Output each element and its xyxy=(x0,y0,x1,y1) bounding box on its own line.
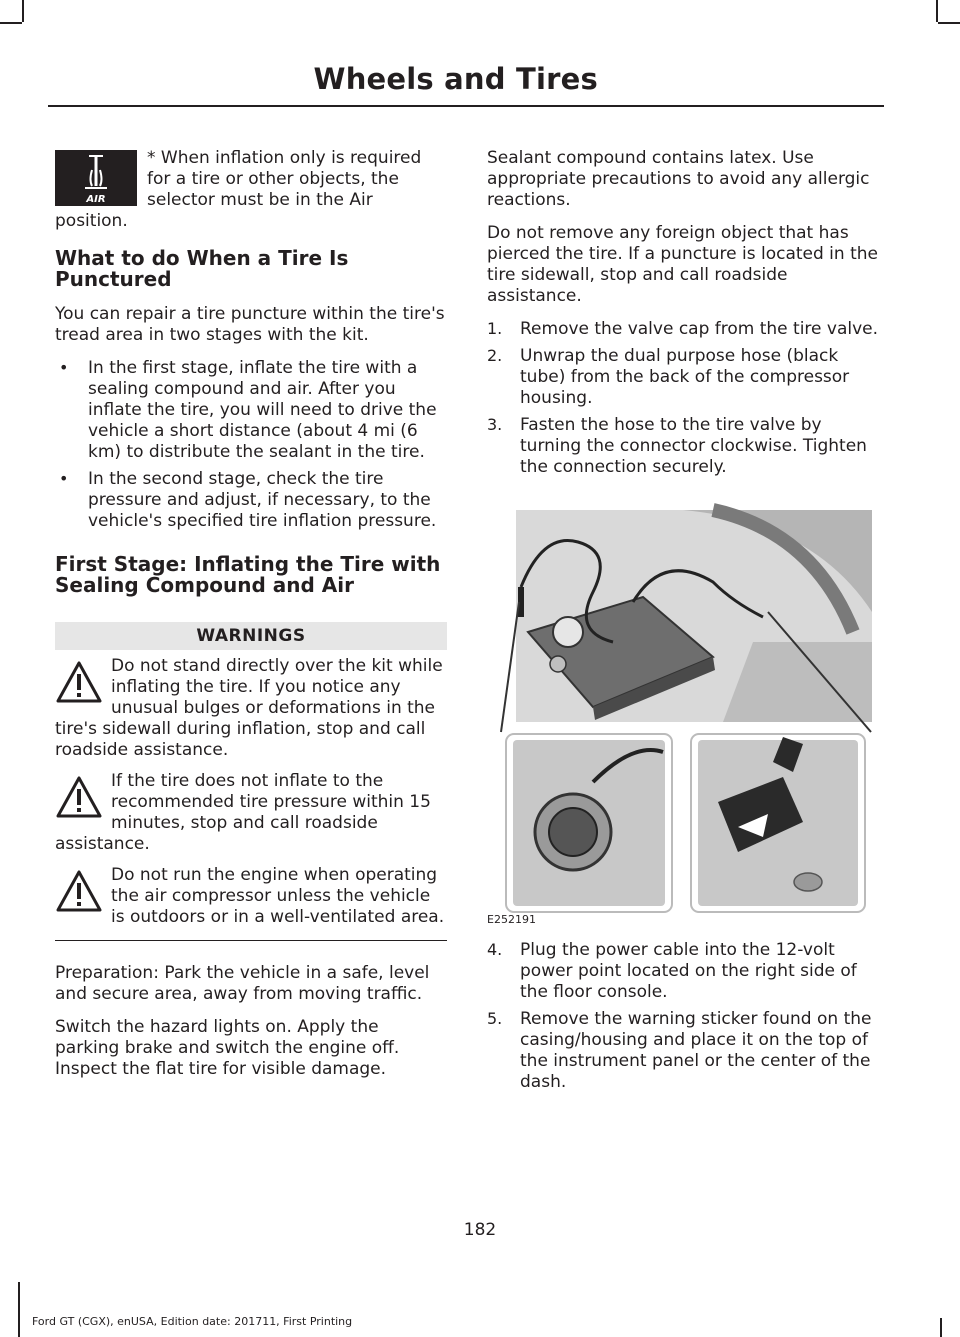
footer-edition: Ford GT (CGX), enUSA, Edition date: 201711, First Printing xyxy=(32,1315,353,1328)
step-number: 5. xyxy=(487,1009,503,1028)
step-item xyxy=(487,346,880,409)
step-item xyxy=(487,1009,880,1093)
tire-valve xyxy=(794,873,822,891)
left-column xyxy=(55,148,447,1092)
heading-first-stage: First Stage: Inflating the Tire with Sealing Compound and Air xyxy=(55,552,441,597)
warning-item xyxy=(55,771,447,855)
crop-mark xyxy=(940,1318,942,1337)
crop-mark xyxy=(18,1282,20,1337)
step-number: 1. xyxy=(487,319,503,338)
step-text: Unwrap the dual purpose hose (black tube) from the back of the compressor housing. xyxy=(520,346,850,408)
crop-mark xyxy=(936,0,938,22)
warnings-banner: WARNINGS xyxy=(55,622,447,650)
warning-text: Do not stand directly over the kit while inflating the tire. If you notice any unusual bulges or deformations in the tire's sidewall during inflation, stop and call roadside assistance. xyxy=(55,656,443,760)
air-icon-label: AIR xyxy=(86,194,106,205)
warning-text: Do not run the engine when operating the air compressor unless the vehicle is outdoors or in a well-ventilated area. xyxy=(111,865,445,927)
crop-mark xyxy=(0,22,22,24)
step-item xyxy=(487,940,880,1003)
bullet-text: In the second stage, check the tire pressure and adjust, if necessary, to the vehicle's specified tire inflation pressure. xyxy=(88,469,437,531)
bullet-dot: • xyxy=(59,358,69,377)
paragraph: Sealant compound contains latex. Use appropriate precautions to avoid any allergic reactions. xyxy=(487,148,870,210)
bullet-text: In the first stage, inflate the tire with a sealing compound and air. After you inflate the tire, you will need to drive the vehicle a short distance (about 4 mi (6 km) to distribute the sealant in the tire. xyxy=(88,358,437,462)
warning-item xyxy=(55,656,447,761)
paragraph: You can repair a tire puncture within the tire's tread area in two stages with the kit. xyxy=(55,304,445,345)
step-text: Plug the power cable into the 12-volt power point located on the right side of the floor console. xyxy=(520,940,857,1002)
warning-triangle-icon xyxy=(55,660,103,704)
bullet-item xyxy=(55,469,447,532)
pressure-gauge xyxy=(553,617,583,647)
paragraph: Preparation: Park the vehicle in a safe, level and secure area, away from moving traffic. xyxy=(55,963,430,1004)
bullet-dot: • xyxy=(59,469,69,488)
paragraph: Switch the hazard lights on. Apply the parking brake and switch the engine off. Inspect the flat tire for visible damage. xyxy=(55,1017,400,1079)
step-text: Remove the warning sticker found on the casing/housing and place it on the top of the instrument panel or the center of the dash. xyxy=(520,1009,872,1092)
step-number: 2. xyxy=(487,346,503,365)
compressor-hose-diagram xyxy=(483,492,876,926)
step-number: 4. xyxy=(487,940,503,959)
warning-text: If the tire does not inflate to the recommended tire pressure within 15 minutes, stop and call roadside assistance. xyxy=(55,771,431,854)
warning-triangle-icon xyxy=(55,775,103,819)
paragraph: Do not remove any foreign object that has pierced the tire. If a puncture is located in the tire sidewall, stop and call roadside assistance. xyxy=(487,223,878,306)
figure-label: E252191 xyxy=(487,913,536,926)
step-number: 3. xyxy=(487,415,503,434)
page-number: 182 xyxy=(463,1220,497,1240)
section-title: Wheels and Tires xyxy=(313,62,598,96)
warning-triangle-icon xyxy=(55,869,103,913)
warning-item xyxy=(55,865,447,928)
selector-knob xyxy=(550,656,566,672)
crop-mark xyxy=(22,0,24,22)
step-text: Remove the valve cap from the tire valve. xyxy=(520,319,879,339)
right-column xyxy=(487,148,880,1099)
step-text: Fasten the hose to the tire valve by turning the connector clockwise. Tighten the connection securely. xyxy=(520,415,867,477)
air-selector-icon xyxy=(55,150,137,206)
header-divider xyxy=(48,105,884,107)
compressor-illustration xyxy=(483,492,876,926)
crop-mark xyxy=(938,22,960,24)
bullet-item xyxy=(55,358,447,463)
step-item xyxy=(487,319,880,340)
warnings-end-divider xyxy=(55,940,447,941)
heading-tire-punctured: What to do When a Tire Is Punctured xyxy=(55,246,349,291)
intro-text: * When inflation only is required for a tire or other objects, the selector must be in the Air position. xyxy=(55,148,422,231)
step-item xyxy=(487,415,880,478)
